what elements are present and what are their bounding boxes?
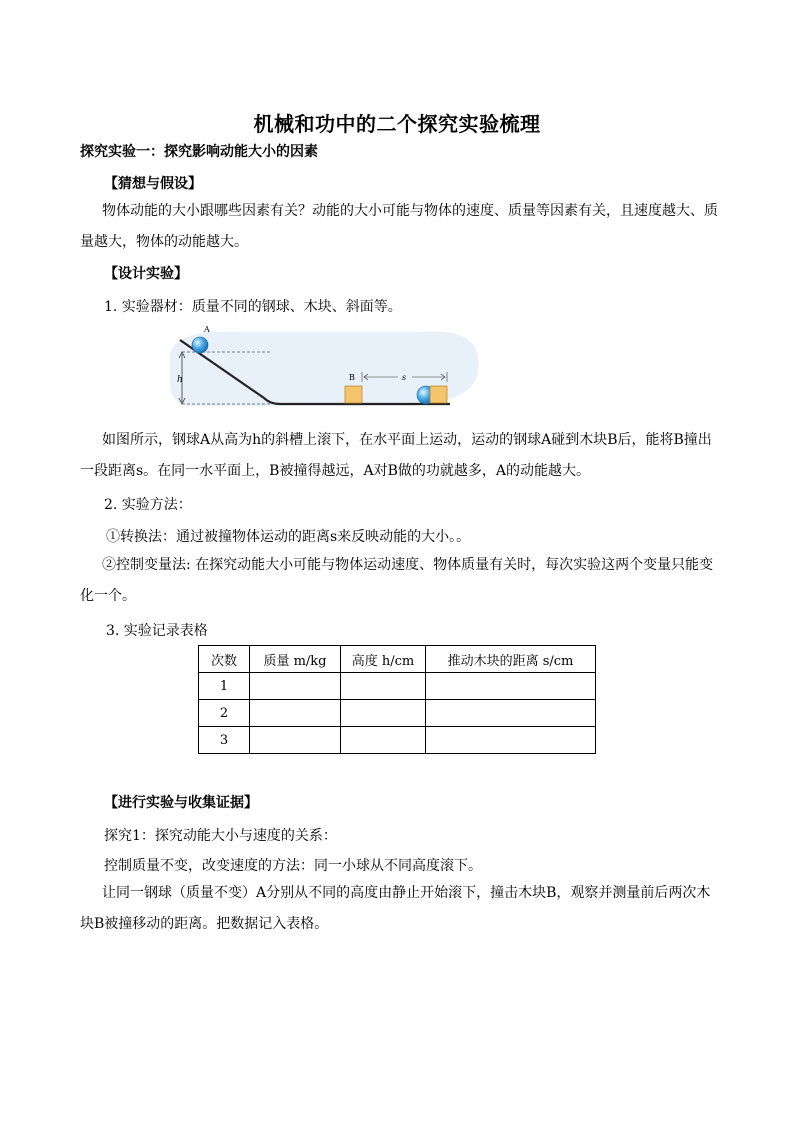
table-row xyxy=(199,673,596,700)
materials-item: 1. 实验器材：质量不同的钢球、木块、斜面等。 xyxy=(104,299,402,315)
hypothesis-heading: 【猜想与假设】 xyxy=(104,176,202,192)
control-method: 控制质量不变，改变速度的方法：同一小球从不同高度滚下。 xyxy=(104,858,482,874)
figure-description: 如图所示，钢球A从高为h的斜槽上滚下，在水平面上运动，运动的钢球A碰到木块B后，能将B撞出一段距离s。在同一水平面上，B被撞得越远，A对B做的功就越多，A的动能越大。 xyxy=(80,432,712,479)
section-heading: 探究实验一：探究影响动能大小的因素 xyxy=(80,144,318,160)
table-cell xyxy=(426,700,596,727)
table-row xyxy=(199,700,596,727)
table-item: 3. 实验记录表格 xyxy=(106,623,208,639)
design-heading: 【设计实验】 xyxy=(104,266,188,282)
table-cell xyxy=(250,700,341,727)
record-table xyxy=(198,645,596,754)
block-b xyxy=(345,386,362,403)
table-cell: 3 xyxy=(199,727,250,754)
table-cell xyxy=(341,673,426,700)
table-cell: 1 xyxy=(199,673,250,700)
procedure-text: 让同一钢球（质量不变）A分别从不同的高度由静止开始滚下，撞击木块B，观察并测量前后两次木块B被撞移动的距离。把数据记入表格。 xyxy=(80,885,711,932)
table-header: 推动木块的距离 s/cm xyxy=(426,646,596,673)
table-cell xyxy=(250,727,341,754)
table-cell xyxy=(250,673,341,700)
table-cell xyxy=(341,700,426,727)
experiment-heading: 【进行实验与收集证据】 xyxy=(104,795,258,811)
inquiry-1: 探究1：探究动能大小与速度的关系： xyxy=(104,828,337,844)
conversion-method: ①转换法：通过被撞物体运动的距离s来反映动能的大小。。 xyxy=(106,529,471,545)
ball-a xyxy=(192,337,208,353)
method-item: 2. 实验方法： xyxy=(104,497,192,513)
table-cell xyxy=(426,727,596,754)
control-variable-method: ②控制变量法: 在探究动能大小可能与物体运动速度、物体质量有关时，每次实验这两个变量只能变化一个。 xyxy=(80,557,714,604)
height-label: h xyxy=(177,375,183,385)
experiment-figure xyxy=(168,324,486,414)
table-row xyxy=(199,727,596,754)
table-header: 质量 m/kg xyxy=(250,646,341,673)
table-cell xyxy=(426,673,596,700)
block-label: B xyxy=(349,373,355,382)
ball-label: A xyxy=(204,325,210,334)
distance-label: s xyxy=(402,373,407,382)
page-title: 机械和功中的二个探究实验梳理 xyxy=(253,112,541,136)
table-cell: 2 xyxy=(199,700,250,727)
table-cell xyxy=(341,727,426,754)
table-header: 次数 xyxy=(199,646,250,673)
table-header: 高度 h/cm xyxy=(341,646,426,673)
table-header-row xyxy=(199,646,596,673)
hypothesis-text: 物体动能的大小跟哪些因素有关？动能的大小可能与物体的速度、质量等因素有关，且速度越大、质量越大，物体的动能越大。 xyxy=(80,203,718,250)
block-b-moved xyxy=(430,386,447,403)
